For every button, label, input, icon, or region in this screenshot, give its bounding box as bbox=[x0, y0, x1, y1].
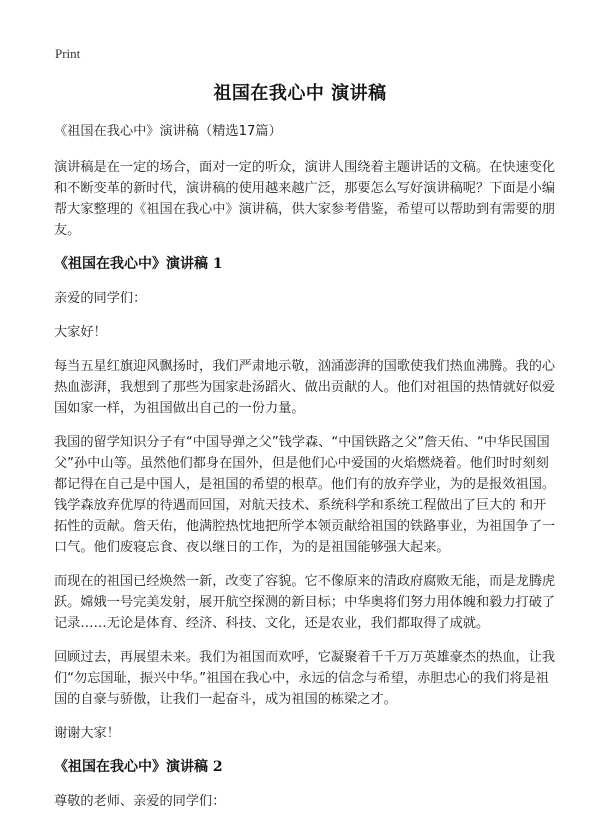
document-body bbox=[54, 121, 558, 825]
body-paragraph: 而现在的祖国已经焕然一新，改变了容貌。它不像原来的清政府腐败无能，而是龙腾虎跃。嫦娥一号完美发射，展开航空探测的新目标；中华奥将们努力用体魄和毅力打破了记录……无论是体育、经济、科技、文化，还是农业，我们都取得了成就。 bbox=[54, 574, 556, 631]
body-paragraph: 每当五星红旗迎风飘扬时，我们严肃地示敬，汹涌澎湃的国歌使我们热血沸腾。我的心热血澎湃，我想到了那些为国家赴汤蹈火、做出贡献的人。他们对祖国的热情就好似爱国如家一样，为祖国做出自己的一份力量。 bbox=[54, 359, 556, 416]
intro-paragraph: 演讲稿是在一定的场合，面对一定的听众，演讲人围绕着主题讲话的文稿。在快速变化和不断变革的新时代，演讲稿的使用越来越广泛，那要怎么写好演讲稿呢？下面是小编帮大家整理的《祖国在我心中》演讲稿，供大家参考借鉴，希望可以帮助到有需要的朋友。 bbox=[54, 160, 556, 238]
closing: 谢谢大家！ bbox=[54, 726, 120, 741]
print-link[interactable]: Print bbox=[55, 46, 81, 61]
document-subtitle: 《祖国在我心中》演讲稿（精选17篇） bbox=[54, 124, 282, 139]
body-paragraph: 我国的留学知识分子有“中国导弹之父”钱学森、“中国铁路之父”詹天佑、“中华民国国父”孙中山等。虽然他们都身在国外，但是他们心中爱国的火焰燃烧着。他们时时刻刻都记得在自己是中国人，是祖国的希望的根草。他们有的放弃学业，为的是报效祖国。钱学森放弃优厚的待遇而回国，对航天技术、系统科学和系统工程做出了巨大的 和开拓性的贡献。詹天佑，他满腔热忱地把所学本领贡献给祖国的铁路事业，为祖国争了一口气。他们废寝忘食、夜以继日的工作，为的是祖国能够强大起来。 bbox=[54, 435, 556, 555]
salutation: 亲爱的同学们： bbox=[54, 291, 147, 306]
body-paragraph: 回顾过去，再展望未来。我们为祖国而欢呼，它凝聚着千千万万英雄豪杰的热血，让我们“勿忘国耻，振兴中华。”祖国在我心中，永远的信念与希望，赤胆忠心的我们将是祖国的自豪与骄傲，让我们一起奋斗，成为祖国的栋梁之才。 bbox=[54, 650, 556, 707]
salutation: 尊敬的老师、亲爱的同学们： bbox=[54, 794, 226, 809]
section-heading-2: 《祖国在我心中》演讲稿 2 bbox=[54, 759, 223, 775]
section-heading-1: 《祖国在我心中》演讲稿 1 bbox=[54, 256, 223, 272]
greeting: 大家好！ bbox=[54, 325, 107, 340]
page-title: 祖国在我心中 演讲稿 bbox=[213, 83, 387, 104]
